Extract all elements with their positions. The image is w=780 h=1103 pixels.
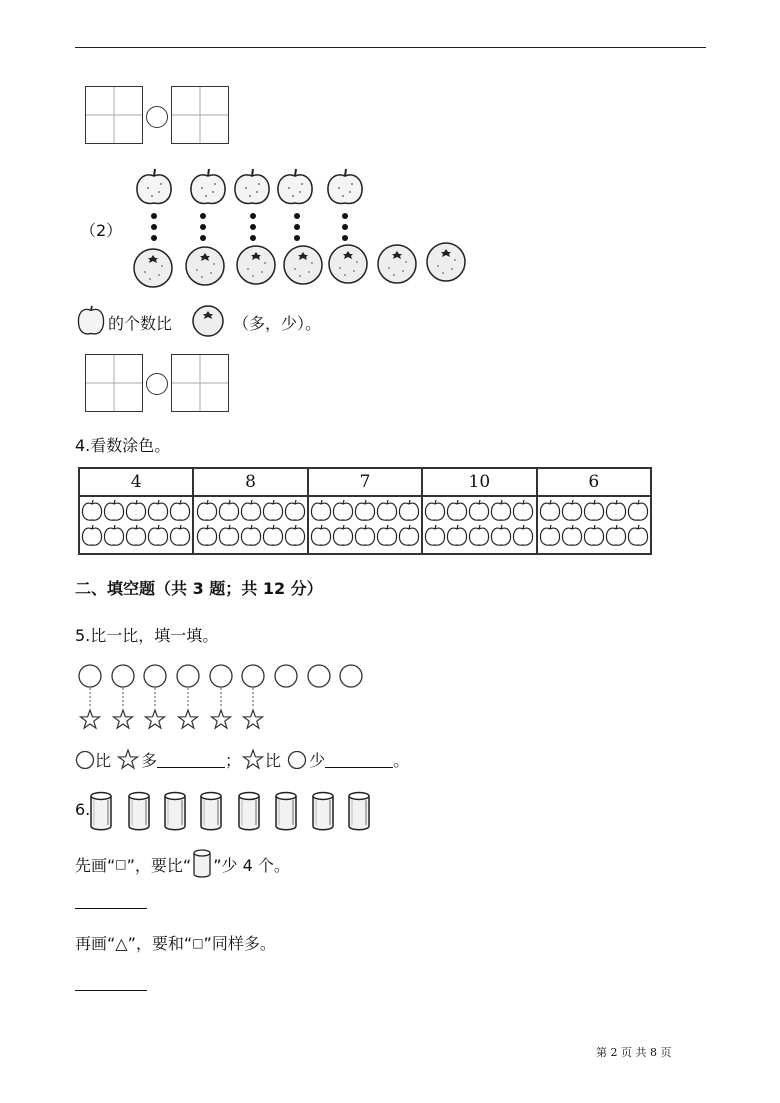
small-apple[interactable] (628, 500, 647, 520)
q6-instr1-a: 先画“ (75, 855, 116, 875)
part-2-label: （2） (80, 221, 123, 240)
small-apple[interactable] (606, 525, 625, 545)
answer-box-right-1[interactable] (171, 86, 229, 144)
small-apple[interactable] (377, 500, 396, 520)
small-apple[interactable] (285, 500, 304, 520)
apple-group[interactable] (537, 496, 651, 554)
answer-box-right-2[interactable] (171, 354, 229, 412)
q3-sentence-end: （多，少）。 (233, 314, 322, 333)
apple-group[interactable] (193, 496, 307, 554)
apple-grid (539, 497, 649, 549)
small-apple[interactable] (127, 500, 146, 520)
small-apple[interactable] (584, 500, 603, 520)
orange-7 (427, 243, 465, 281)
small-apple[interactable] (219, 525, 238, 545)
connecting-dots (151, 213, 348, 241)
small-apple[interactable] (333, 500, 352, 520)
orange-3 (237, 246, 275, 284)
small-apple[interactable] (171, 500, 190, 520)
small-apple[interactable] (540, 500, 559, 520)
square-glyph: □ (115, 857, 127, 871)
small-apple[interactable] (333, 525, 352, 545)
small-apple[interactable] (628, 525, 647, 545)
cylinder-6 (276, 793, 296, 830)
page-footer: 第 2 页 共 8 页 (596, 1046, 672, 1059)
cylinder-7 (313, 793, 333, 830)
inline-apple-icon (75, 305, 107, 337)
cylinder-icon (192, 849, 212, 879)
q6-answer-line-2[interactable] (75, 990, 147, 991)
apple-grid (81, 497, 191, 549)
q6-instr1-b: ”，要比“ (126, 855, 192, 875)
q5-part1: 比 (95, 751, 112, 770)
compare-circle-2[interactable] (146, 373, 168, 395)
cylinder-8 (349, 793, 369, 830)
number-cell: 7 (308, 468, 422, 496)
small-apple[interactable] (219, 500, 238, 520)
small-apple[interactable] (105, 525, 124, 545)
q6-instruction-1 (75, 849, 290, 879)
circle-icon (75, 750, 95, 770)
small-apple[interactable] (492, 525, 511, 545)
q5-part2-less: 少 (309, 751, 326, 770)
q4-title: 4.看数涂色。 (75, 436, 171, 455)
cylinder-4 (201, 793, 221, 830)
orange-1 (134, 249, 172, 287)
apple-1 (137, 169, 171, 203)
star-icon (115, 749, 141, 771)
q5-end: 。 (393, 751, 410, 770)
q5-blank-2[interactable] (325, 766, 393, 768)
apple-grid (196, 497, 306, 549)
q5-title: 5.比一比，填一填。 (75, 626, 219, 645)
star-icon (241, 749, 265, 771)
orange-6 (378, 245, 416, 283)
small-apple[interactable] (399, 525, 418, 545)
apple-group[interactable] (308, 496, 422, 554)
small-apple[interactable] (83, 500, 102, 520)
cylinder-3 (165, 793, 185, 830)
small-apple[interactable] (448, 525, 467, 545)
apple-5 (328, 169, 362, 203)
q6-answer-line-1[interactable] (75, 908, 147, 909)
apple-grid (310, 497, 420, 549)
q5-answer-line (75, 748, 409, 771)
orange-4 (284, 246, 322, 284)
color-by-number-table (78, 467, 652, 555)
q3-sentence-middle: 的个数比 (108, 314, 173, 333)
q6-number: 6. (75, 800, 91, 819)
q6-instr1-c: ”少 4 个。 (213, 855, 290, 875)
number-row (79, 468, 651, 496)
q5-blank-1[interactable] (157, 766, 225, 768)
small-apple[interactable] (514, 500, 533, 520)
inline-orange-icon (191, 304, 225, 338)
small-apple[interactable] (606, 500, 625, 520)
small-apple[interactable] (197, 525, 216, 545)
small-apple[interactable] (448, 500, 467, 520)
apples-oranges-figure (125, 160, 475, 295)
cylinder-5 (239, 793, 259, 830)
orange-5 (329, 245, 367, 283)
small-apple[interactable] (514, 525, 533, 545)
small-apple[interactable] (584, 525, 603, 545)
apple-3 (235, 169, 269, 203)
small-apple[interactable] (311, 500, 330, 520)
apple-group[interactable] (79, 496, 193, 554)
small-apple[interactable] (377, 525, 396, 545)
small-apple[interactable] (105, 500, 124, 520)
number-cell: 10 (422, 468, 536, 496)
small-apple[interactable] (470, 525, 489, 545)
answer-box-left-2[interactable] (85, 354, 143, 412)
section-2-header: 二、填空题（共 3 题；共 12 分） (75, 579, 323, 598)
small-apple[interactable] (171, 525, 190, 545)
number-cell: 8 (193, 468, 307, 496)
circles-stars-figure (75, 660, 375, 735)
q5-part2: 比 (265, 751, 282, 770)
small-apple[interactable] (83, 525, 102, 545)
small-apple[interactable] (426, 500, 445, 520)
small-apple[interactable] (540, 525, 559, 545)
q6-instruction-2 (75, 931, 276, 954)
small-apple[interactable] (562, 525, 581, 545)
small-apple[interactable] (399, 500, 418, 520)
small-apple[interactable] (149, 500, 168, 520)
small-apple[interactable] (149, 525, 168, 545)
small-apple[interactable] (311, 525, 330, 545)
q5-part1-more: 多 (141, 751, 158, 770)
compare-circle-1[interactable] (146, 106, 168, 128)
header-rule (75, 47, 706, 48)
small-apple[interactable] (426, 525, 445, 545)
apple-grid (424, 497, 534, 549)
small-apple[interactable] (127, 525, 146, 545)
cylinder-2 (129, 793, 149, 830)
small-apple[interactable] (263, 500, 282, 520)
small-apple[interactable] (355, 500, 374, 520)
answer-box-left-1[interactable] (85, 86, 143, 144)
apples-row (79, 496, 651, 554)
small-apple[interactable] (492, 500, 511, 520)
small-apple[interactable] (263, 525, 282, 545)
small-apple[interactable] (562, 500, 581, 520)
small-apple[interactable] (355, 525, 374, 545)
orange-2 (186, 247, 224, 285)
number-cell: 4 (79, 468, 193, 496)
apple-group[interactable] (422, 496, 536, 554)
circle-icon (285, 750, 309, 770)
small-apple[interactable] (241, 525, 260, 545)
apple-2 (191, 169, 225, 203)
small-apple[interactable] (197, 500, 216, 520)
small-apple[interactable] (285, 525, 304, 545)
square-glyph: □ (192, 935, 204, 950)
small-apple[interactable] (241, 500, 260, 520)
q6-instr2-b: ”同样多。 (203, 934, 276, 953)
apple-4 (278, 169, 312, 203)
cylinder-1 (91, 793, 111, 830)
q6-instr2-a: 再画“△”，要和“ (75, 934, 193, 953)
number-cell: 6 (537, 468, 651, 496)
small-apple[interactable] (470, 500, 489, 520)
q5-separator: ； (225, 751, 242, 770)
cylinders-figure (88, 790, 378, 834)
